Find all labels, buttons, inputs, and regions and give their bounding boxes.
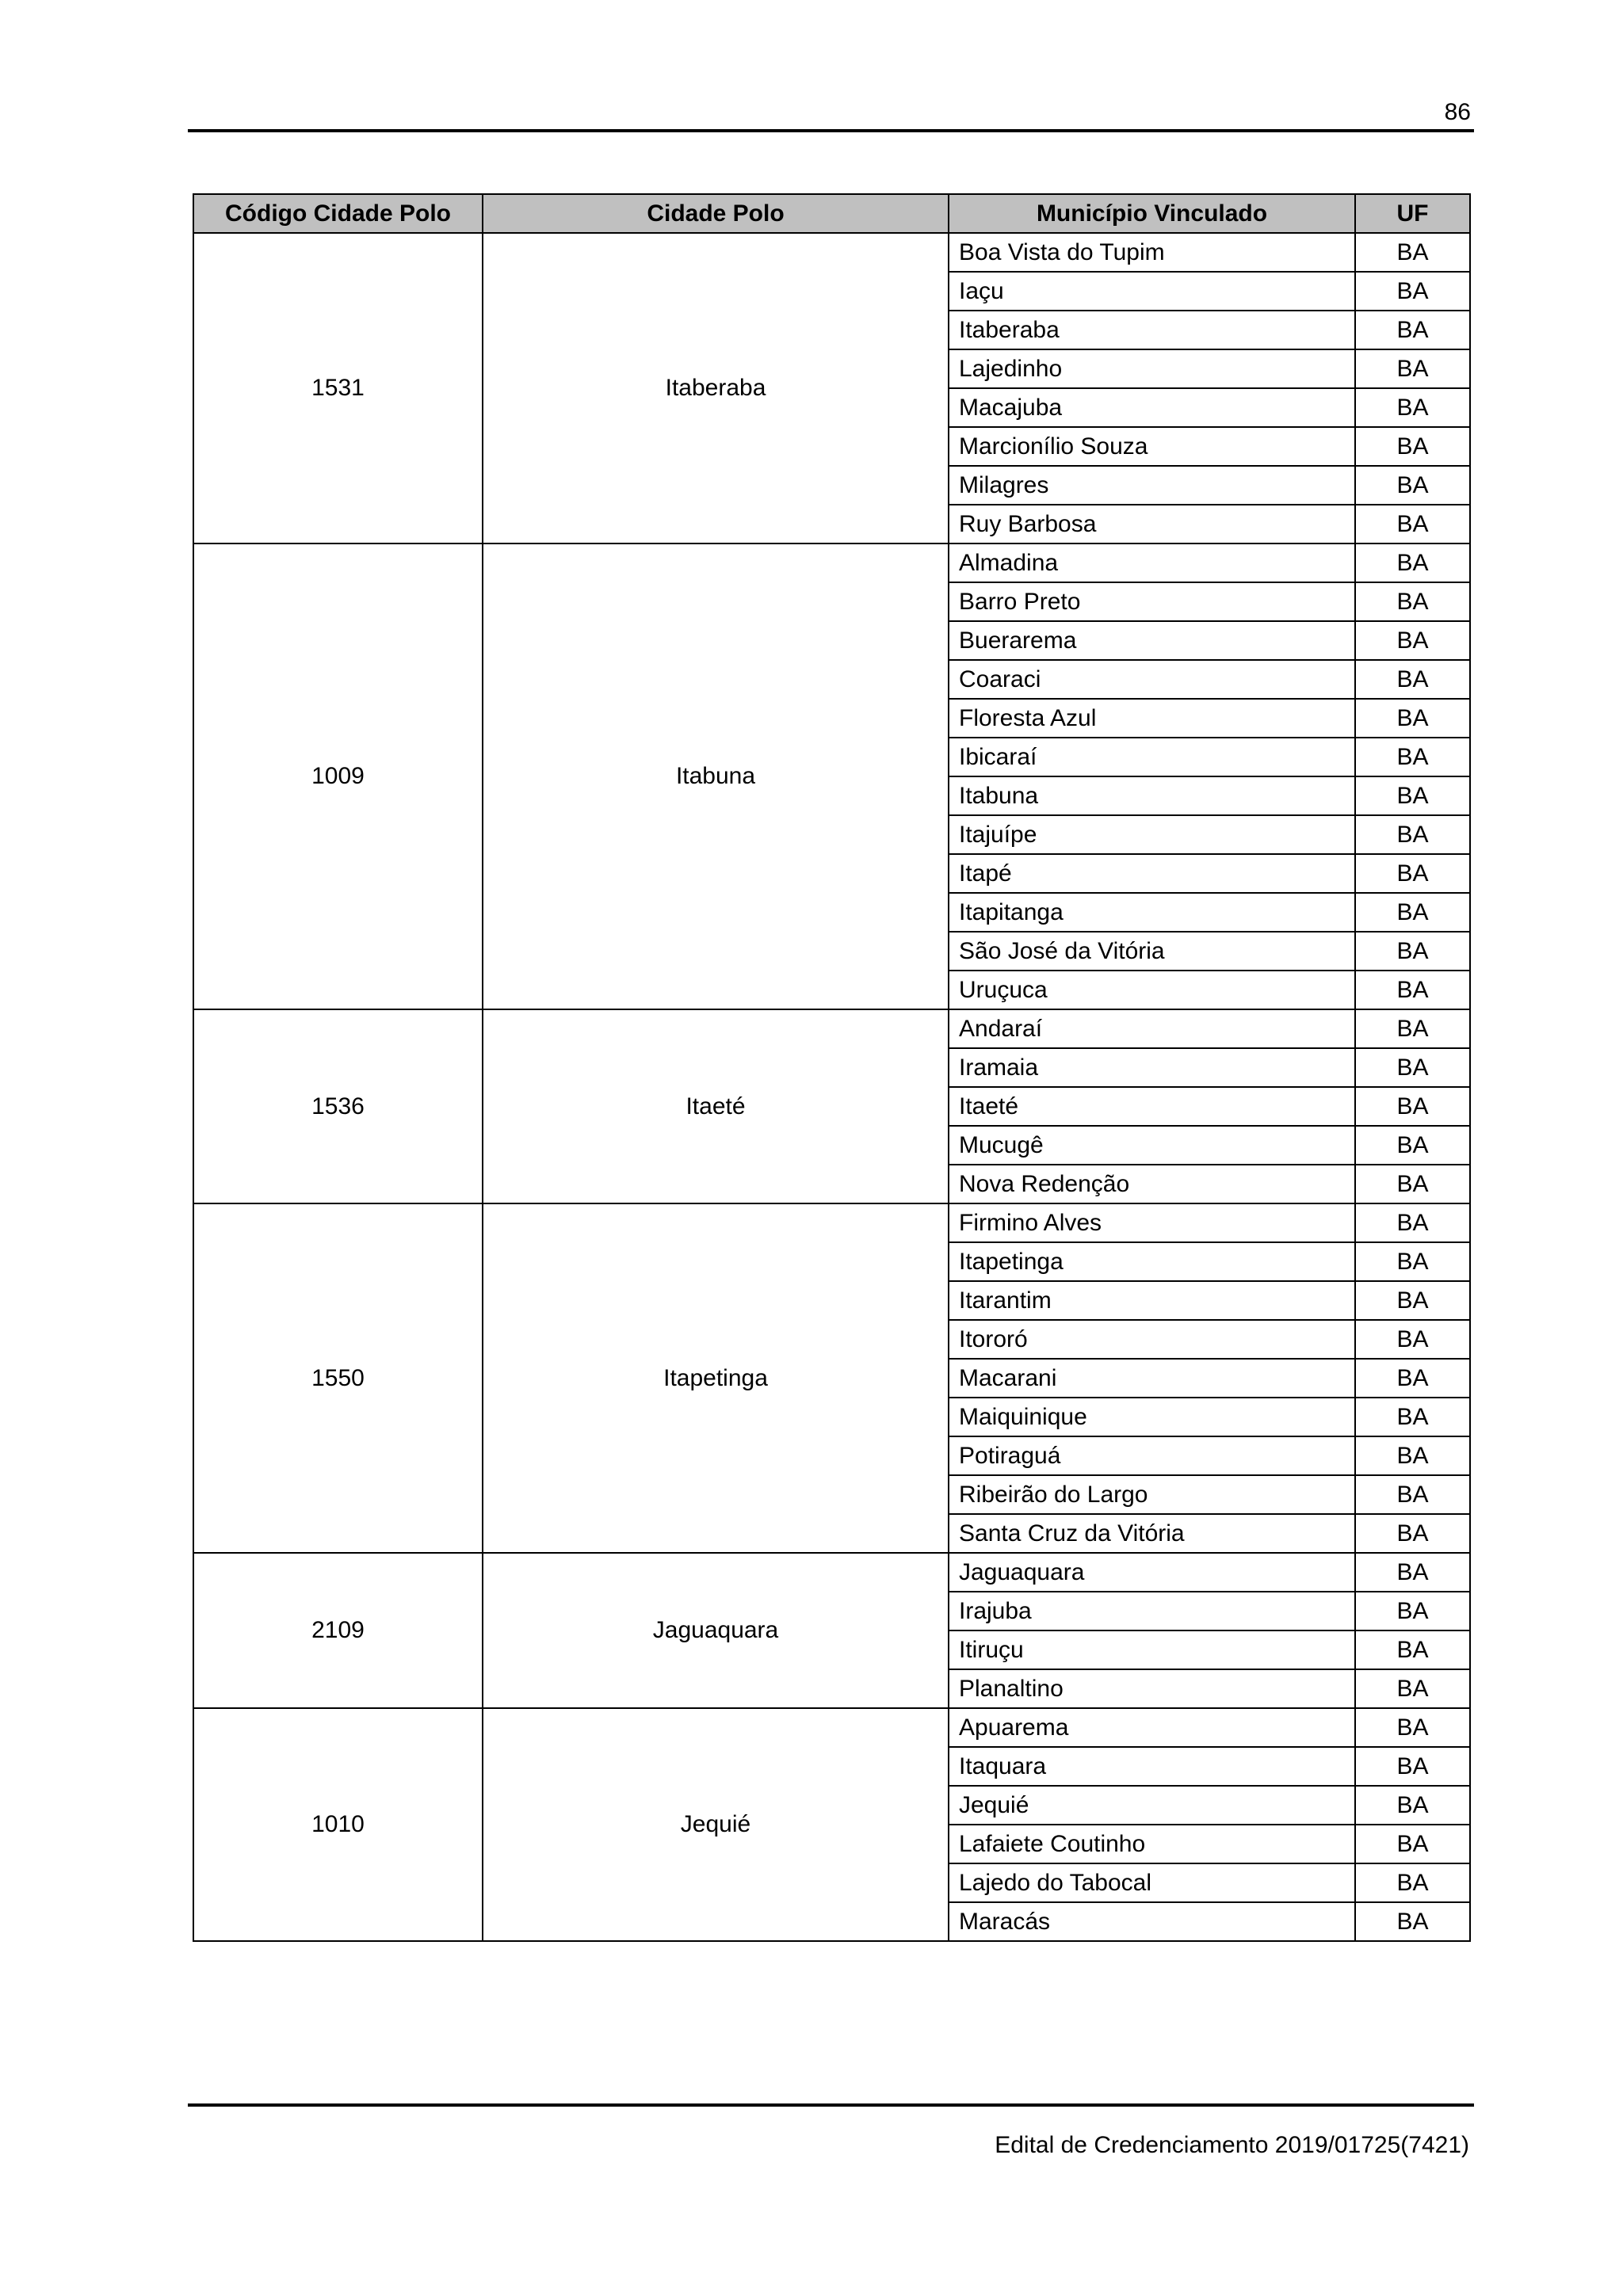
uf-cell: BA <box>1355 1553 1470 1592</box>
municipio-vinculado-cell: Boa Vista do Tupim <box>949 233 1355 272</box>
uf-cell: BA <box>1355 1514 1470 1553</box>
uf-cell: BA <box>1355 854 1470 893</box>
codigo-cidade-polo-cell: 1531 <box>193 233 483 543</box>
uf-cell: BA <box>1355 1087 1470 1126</box>
uf-cell: BA <box>1355 349 1470 388</box>
table-row <box>193 1009 1470 1048</box>
header-codigo-cidade-polo: Código Cidade Polo <box>193 194 483 233</box>
uf-cell: BA <box>1355 932 1470 971</box>
codigo-cidade-polo-cell: 1536 <box>193 1009 483 1203</box>
footer-text: Edital de Credenciamento 2019/01725(7421) <box>995 2132 1469 2158</box>
polo-table-container <box>193 193 1469 1942</box>
uf-cell: BA <box>1355 1902 1470 1941</box>
municipio-vinculado-cell: Maracás <box>949 1902 1355 1941</box>
municipio-vinculado-cell: Santa Cruz da Vitória <box>949 1514 1355 1553</box>
municipio-vinculado-cell: Itiruçu <box>949 1630 1355 1669</box>
uf-cell: BA <box>1355 311 1470 349</box>
header-rule <box>188 129 1474 132</box>
uf-cell: BA <box>1355 1863 1470 1902</box>
uf-cell: BA <box>1355 1320 1470 1359</box>
uf-cell: BA <box>1355 272 1470 311</box>
municipio-vinculado-cell: Potiraguá <box>949 1436 1355 1475</box>
page-number: 86 <box>1444 99 1471 125</box>
municipio-vinculado-cell: Itororó <box>949 1320 1355 1359</box>
uf-cell: BA <box>1355 1669 1470 1708</box>
uf-cell: BA <box>1355 1592 1470 1630</box>
uf-cell: BA <box>1355 893 1470 932</box>
municipio-vinculado-cell: Itajuípe <box>949 815 1355 854</box>
municipio-vinculado-cell: Itapetinga <box>949 1242 1355 1281</box>
uf-cell: BA <box>1355 505 1470 543</box>
municipio-vinculado-cell: Marcionílio Souza <box>949 427 1355 466</box>
uf-cell: BA <box>1355 1398 1470 1436</box>
municipio-vinculado-cell: Floresta Azul <box>949 699 1355 738</box>
uf-cell: BA <box>1355 738 1470 776</box>
municipio-vinculado-cell: Itapé <box>949 854 1355 893</box>
uf-cell: BA <box>1355 1359 1470 1398</box>
codigo-cidade-polo-cell: 1550 <box>193 1203 483 1553</box>
table-row <box>193 233 1470 272</box>
municipio-vinculado-cell: Ruy Barbosa <box>949 505 1355 543</box>
municipio-vinculado-cell: Nova Redenção <box>949 1165 1355 1203</box>
uf-cell: BA <box>1355 388 1470 427</box>
codigo-cidade-polo-cell: 2109 <box>193 1553 483 1708</box>
municipio-vinculado-cell: Ribeirão do Largo <box>949 1475 1355 1514</box>
table-row <box>193 1553 1470 1592</box>
cidade-polo-cell: Itabuna <box>483 543 949 1009</box>
municipio-vinculado-cell: Lafaiete Coutinho <box>949 1825 1355 1863</box>
uf-cell: BA <box>1355 1436 1470 1475</box>
municipio-vinculado-cell: Lajedinho <box>949 349 1355 388</box>
uf-cell: BA <box>1355 1126 1470 1165</box>
municipio-vinculado-cell: Milagres <box>949 466 1355 505</box>
municipio-vinculado-cell: Uruçuca <box>949 971 1355 1009</box>
municipio-vinculado-cell: Planaltino <box>949 1669 1355 1708</box>
municipio-vinculado-cell: Firmino Alves <box>949 1203 1355 1242</box>
municipio-vinculado-cell: Mucugê <box>949 1126 1355 1165</box>
uf-cell: BA <box>1355 233 1470 272</box>
municipio-vinculado-cell: Jaguaquara <box>949 1553 1355 1592</box>
municipio-vinculado-cell: Itabuna <box>949 776 1355 815</box>
header-row <box>193 194 1470 233</box>
uf-cell: BA <box>1355 776 1470 815</box>
municipio-vinculado-cell: Macarani <box>949 1359 1355 1398</box>
uf-cell: BA <box>1355 699 1470 738</box>
uf-cell: BA <box>1355 466 1470 505</box>
codigo-cidade-polo-cell: 1009 <box>193 543 483 1009</box>
uf-cell: BA <box>1355 1747 1470 1786</box>
municipio-vinculado-cell: Iaçu <box>949 272 1355 311</box>
cidade-polo-cell: Itapetinga <box>483 1203 949 1553</box>
municipio-vinculado-cell: Macajuba <box>949 388 1355 427</box>
header-cidade-polo: Cidade Polo <box>483 194 949 233</box>
cidade-polo-cell: Itaeté <box>483 1009 949 1203</box>
uf-cell: BA <box>1355 1048 1470 1087</box>
uf-cell: BA <box>1355 1009 1470 1048</box>
uf-cell: BA <box>1355 1242 1470 1281</box>
polo-table <box>193 193 1471 1942</box>
table-row <box>193 1203 1470 1242</box>
uf-cell: BA <box>1355 1708 1470 1747</box>
uf-cell: BA <box>1355 1165 1470 1203</box>
table-header <box>193 194 1470 233</box>
uf-cell: BA <box>1355 621 1470 660</box>
uf-cell: BA <box>1355 543 1470 582</box>
table-body <box>193 233 1470 1941</box>
municipio-vinculado-cell: Itaquara <box>949 1747 1355 1786</box>
header-municipio-vinculado: Município Vinculado <box>949 194 1355 233</box>
uf-cell: BA <box>1355 582 1470 621</box>
municipio-vinculado-cell: Buerarema <box>949 621 1355 660</box>
municipio-vinculado-cell: Iramaia <box>949 1048 1355 1087</box>
municipio-vinculado-cell: Coaraci <box>949 660 1355 699</box>
municipio-vinculado-cell: Andaraí <box>949 1009 1355 1048</box>
municipio-vinculado-cell: Jequié <box>949 1786 1355 1825</box>
municipio-vinculado-cell: Ibicaraí <box>949 738 1355 776</box>
table-row <box>193 543 1470 582</box>
municipio-vinculado-cell: Apuarema <box>949 1708 1355 1747</box>
municipio-vinculado-cell: Itaeté <box>949 1087 1355 1126</box>
municipio-vinculado-cell: Irajuba <box>949 1592 1355 1630</box>
municipio-vinculado-cell: Itarantim <box>949 1281 1355 1320</box>
municipio-vinculado-cell: Itaberaba <box>949 311 1355 349</box>
uf-cell: BA <box>1355 815 1470 854</box>
footer-rule <box>188 2103 1474 2107</box>
uf-cell: BA <box>1355 1475 1470 1514</box>
uf-cell: BA <box>1355 1825 1470 1863</box>
uf-cell: BA <box>1355 971 1470 1009</box>
municipio-vinculado-cell: Itapitanga <box>949 893 1355 932</box>
codigo-cidade-polo-cell: 1010 <box>193 1708 483 1941</box>
cidade-polo-cell: Jequié <box>483 1708 949 1941</box>
municipio-vinculado-cell: Almadina <box>949 543 1355 582</box>
uf-cell: BA <box>1355 1630 1470 1669</box>
uf-cell: BA <box>1355 1281 1470 1320</box>
cidade-polo-cell: Jaguaquara <box>483 1553 949 1708</box>
cidade-polo-cell: Itaberaba <box>483 233 949 543</box>
table-row <box>193 1708 1470 1747</box>
uf-cell: BA <box>1355 1203 1470 1242</box>
municipio-vinculado-cell: Lajedo do Tabocal <box>949 1863 1355 1902</box>
uf-cell: BA <box>1355 427 1470 466</box>
municipio-vinculado-cell: São José da Vitória <box>949 932 1355 971</box>
uf-cell: BA <box>1355 1786 1470 1825</box>
municipio-vinculado-cell: Barro Preto <box>949 582 1355 621</box>
header-uf: UF <box>1355 194 1470 233</box>
municipio-vinculado-cell: Maiquinique <box>949 1398 1355 1436</box>
uf-cell: BA <box>1355 660 1470 699</box>
